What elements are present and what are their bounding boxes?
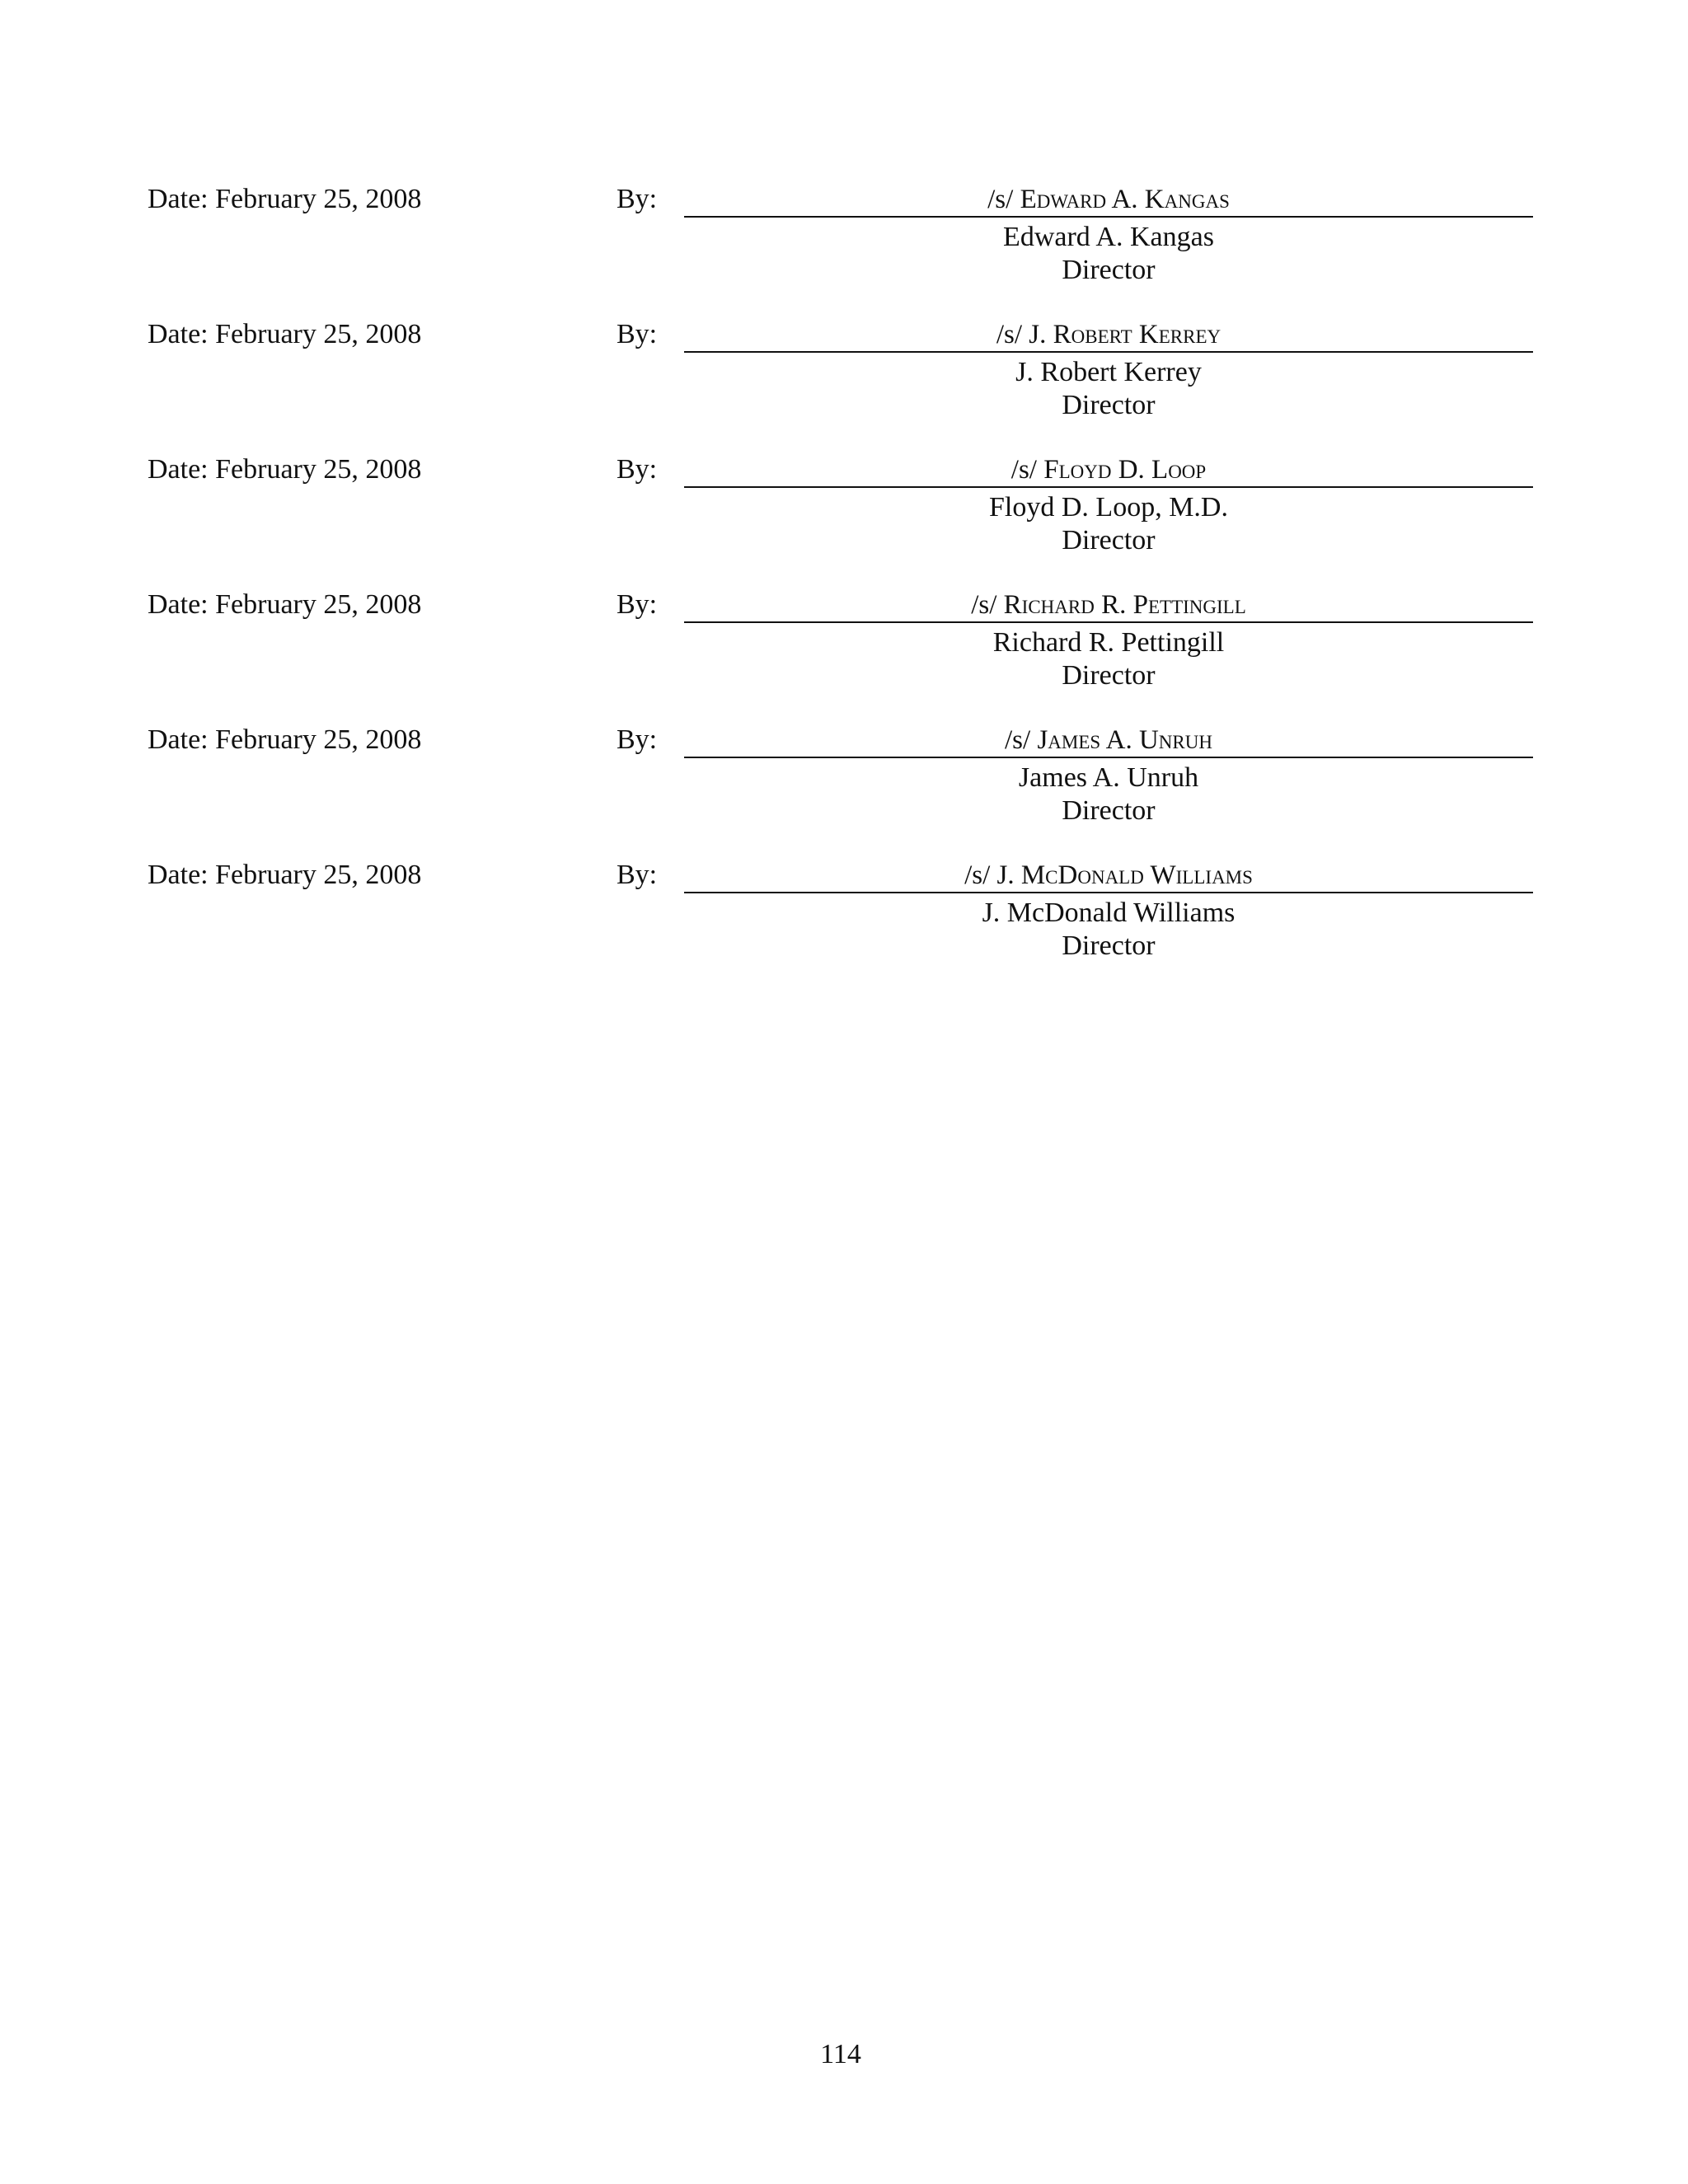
- signature-area: [684, 453, 1533, 557]
- printed-name: Richard R. Pettingill: [992, 627, 1225, 658]
- signer-title: Director: [1062, 255, 1156, 285]
- signature-date: Date: February 25, 2008: [148, 724, 422, 755]
- signer-title: Director: [1062, 660, 1156, 691]
- signature-name: Richard R. Pettingill: [1003, 590, 1246, 620]
- signature-area: [684, 588, 1533, 692]
- signature-name: J. Robert Kerrey: [1029, 320, 1221, 349]
- by-label: By:: [617, 589, 658, 620]
- signature-prefix: /s/: [1010, 455, 1044, 485]
- signature-line: [684, 183, 1533, 218]
- by-label: By:: [617, 319, 658, 349]
- signature-prefix: /s/: [1005, 725, 1038, 755]
- signature-block: [0, 588, 1688, 712]
- by-label: By:: [617, 724, 658, 755]
- signer-title: Director: [1062, 930, 1156, 961]
- by-label: By:: [617, 454, 658, 485]
- printed-name: James A. Unruh: [1018, 762, 1199, 793]
- signature-area: [684, 183, 1533, 287]
- printed-name: J. McDonald Williams: [982, 898, 1236, 928]
- signature-line: [684, 724, 1533, 758]
- signature-date: Date: February 25, 2008: [148, 589, 422, 620]
- signature-block: [0, 183, 1688, 307]
- printed-name: Floyd D. Loop, M.D.: [989, 492, 1228, 523]
- signature-date: Date: February 25, 2008: [148, 184, 422, 214]
- signature-prefix: /s/: [971, 590, 1004, 620]
- page-number: 114: [820, 2039, 861, 2069]
- signature-area: [684, 724, 1533, 827]
- signature-line: [684, 588, 1533, 623]
- signature-date: Date: February 25, 2008: [148, 454, 422, 485]
- signer-title: Director: [1062, 525, 1156, 555]
- signature-name: James A. Unruh: [1037, 725, 1212, 755]
- signature-area: [684, 859, 1533, 963]
- signature-date: Date: February 25, 2008: [148, 860, 422, 890]
- signature-name: Floyd D. Loop: [1043, 455, 1207, 485]
- signature-prefix: /s/: [964, 860, 997, 890]
- signature-line: [684, 318, 1533, 353]
- signature-name: J. McDonald Williams: [996, 860, 1253, 890]
- signer-title: Director: [1062, 390, 1156, 420]
- signer-title: Director: [1062, 795, 1156, 826]
- by-label: By:: [617, 860, 658, 890]
- signature-area: [684, 318, 1533, 422]
- signature-prefix: /s/: [987, 185, 1020, 214]
- signature-line: [684, 453, 1533, 488]
- signature-prefix: /s/: [996, 320, 1029, 349]
- by-label: By:: [617, 184, 658, 214]
- printed-name: J. Robert Kerrey: [1015, 357, 1202, 387]
- signature-line: [684, 859, 1533, 893]
- signature-block: [0, 318, 1688, 442]
- signature-block: [0, 453, 1688, 577]
- signature-date: Date: February 25, 2008: [148, 319, 422, 349]
- signature-block: [0, 859, 1688, 982]
- signature-name: Edward A. Kangas: [1020, 185, 1230, 214]
- printed-name: Edward A. Kangas: [1003, 222, 1214, 252]
- signature-block: [0, 724, 1688, 847]
